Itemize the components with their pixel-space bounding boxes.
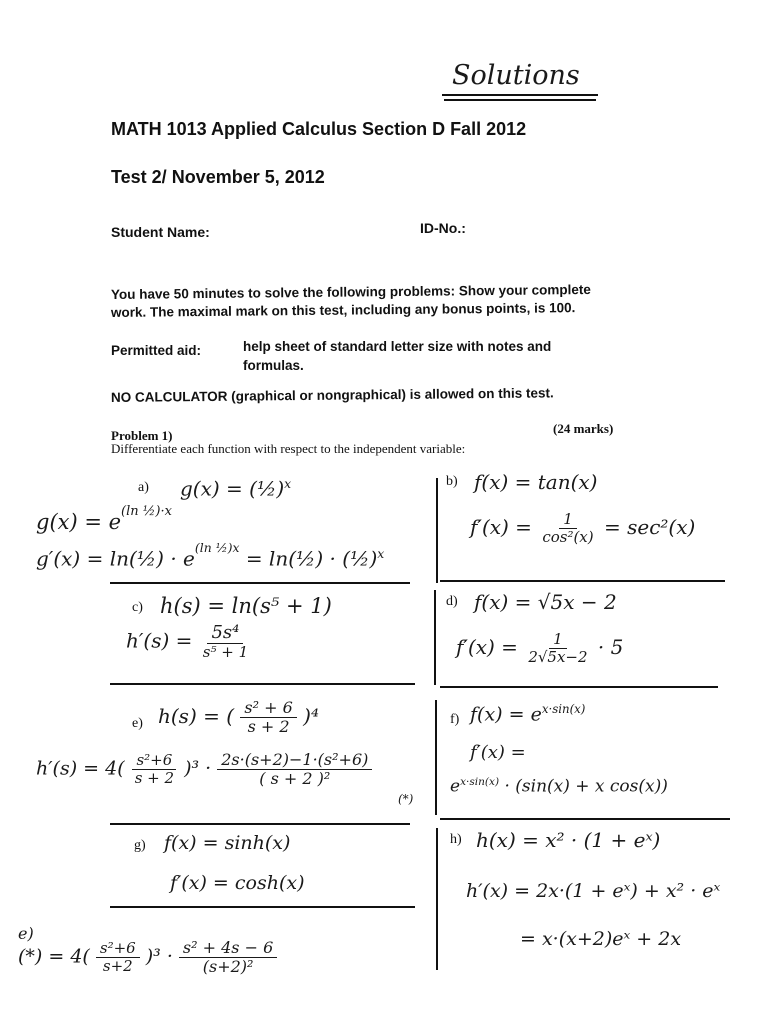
id-no-label: ID-No.: (420, 220, 466, 236)
f-given: $f(x) = e^{x\cdot sin(x)}$ (470, 702, 586, 726)
divider-e (110, 823, 410, 825)
e-simplified: (*) = 4( $\frac{\text{s²+6}}{s+2}$ )³ · $\frac{\text{s² + 4s − 6}}{\text{(s+2)²}}$ (18, 940, 277, 975)
divider-vertical-2 (434, 590, 436, 685)
a-given: g(x) = (½)$^x$ (180, 476, 292, 501)
a-rewrite: $g(x) = e^{(ln \frac{1}{2})\cdot x}$ (36, 504, 172, 534)
divider-a (110, 582, 410, 584)
solutions-underline-1 (442, 94, 598, 96)
student-name-label: Student Name: (111, 224, 210, 240)
divider-b (440, 580, 725, 582)
divider-vertical-1 (436, 478, 438, 583)
h-simplified: = x·(x+2)eˣ + 2x (520, 928, 682, 950)
e-note-label: e) (18, 924, 34, 943)
f-derivative: $e^{x\cdot sin(x)} \cdot (\sin(x) + x$ cos(x)) (450, 776, 668, 797)
h-given: h(x) = x² · (1 + eˣ) (476, 828, 661, 852)
course-title: MATH 1013 Applied Calculus Section D Fall 2012 (111, 119, 527, 139)
divider-c (110, 683, 415, 685)
label-d: d) (446, 594, 458, 609)
d-derivative: f′(x) = $\frac{1}{2√5x-2}$ · 5 (456, 630, 624, 666)
time-instruction-1: You have 50 minutes to solve the following problems: Show your complete (110, 281, 591, 302)
e-derivative: h′(s) = 4( $\frac{\text{s²+6}}{s + 2}$ )³ · $\frac{\text{2s·(s+2)−1·(s²+6)}}{\text{( s + 2 )²}}$ (36, 752, 372, 787)
problem-prompt: Differentiate each function with respect to the independent variable: (111, 441, 466, 456)
label-c: c) (132, 600, 143, 615)
permitted-aid-line-1: help sheet of standard letter size with notes and (243, 339, 552, 354)
b-derivative: f′(x) = $\frac{1}{\text{cos²(x)}}$ = sec²(x) (470, 510, 696, 546)
c-given: h(s) = ln(s⁵ + 1) (160, 594, 332, 618)
solutions-underline-2 (444, 99, 596, 101)
divider-d (440, 686, 718, 688)
g-given: f(x) = sinh(x) (164, 832, 291, 854)
label-e: e) (132, 716, 143, 731)
permitted-aid-label: Permitted aid: (111, 343, 202, 358)
a-derivative: g′(x) = ln(½) · $e^{(ln \frac{1}{2})x}$ = ln(½) · (½)$^x$ (36, 540, 385, 571)
label-b: b) (446, 474, 458, 489)
h-derivative: h′(x) = 2x·(1 + eˣ) + x² · eˣ (466, 880, 721, 902)
c-derivative: h′(s) = $\frac{\text{5s⁴}}{\text{s⁵ + 1}}$ (126, 622, 249, 661)
problem-title: Problem 1) (111, 428, 173, 443)
e-star-marker: (*) (398, 792, 414, 806)
b-given: f(x) = tan(x) (474, 470, 598, 494)
divider-vertical-3 (435, 700, 437, 815)
label-h: h) (450, 832, 462, 847)
permitted-aid-line-2: formulas. (243, 358, 304, 373)
calculator-rule: NO CALCULATOR (graphical or nongraphical) is allowed on this test. (110, 385, 554, 405)
label-f: f) (450, 712, 460, 727)
divider-f (440, 818, 730, 820)
divider-vertical-4 (436, 828, 438, 970)
problem-marks: (24 marks) (553, 421, 614, 436)
divider-g (110, 906, 415, 908)
f-derivative-label: f′(x) = (470, 742, 526, 763)
d-given: f(x) = √5x − 2 (474, 590, 617, 614)
label-g: g) (134, 838, 146, 853)
solutions-heading: Solutions (452, 60, 580, 91)
time-instruction-2: work. The maximal mark on this test, including any bonus points, is 100. (110, 300, 576, 320)
test-title: Test 2/ November 5, 2012 (111, 167, 325, 187)
g-derivative: f′(x) = cosh(x) (170, 872, 305, 894)
label-a: a) (138, 480, 149, 495)
e-given: h(s) = ( $\frac{\text{s² + 6}}{s + 2}$ )⁴ (158, 698, 319, 736)
